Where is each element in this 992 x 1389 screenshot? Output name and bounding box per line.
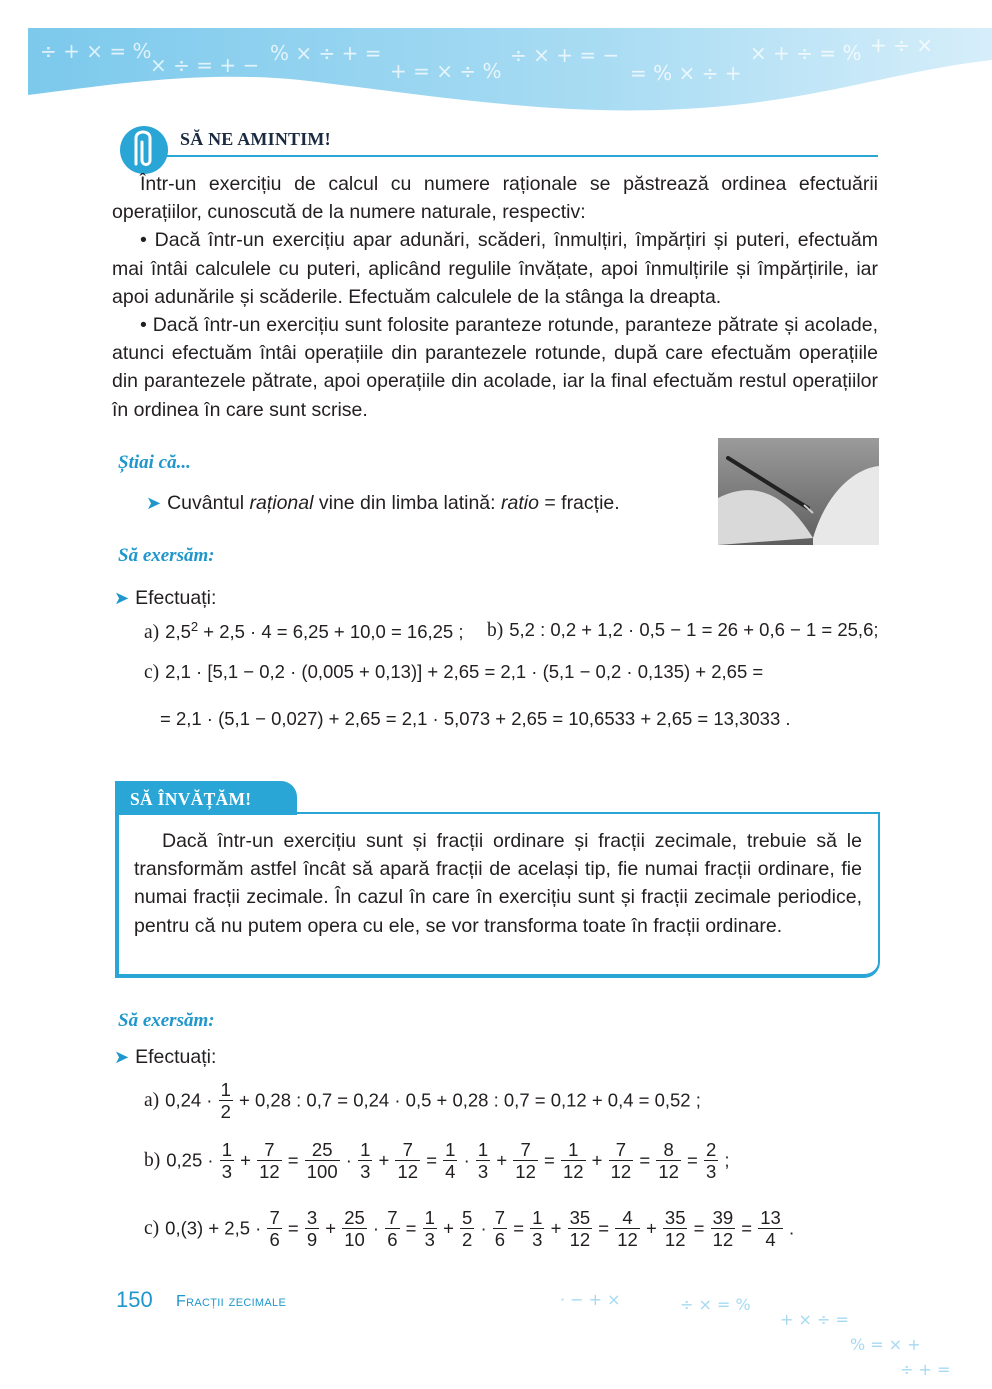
- section-divider: [160, 155, 878, 157]
- amintim-text: [112, 170, 878, 424]
- svg-text:÷ × + = −: ÷ × + = −: [510, 43, 620, 67]
- bottom-decoration: [520, 1270, 992, 1389]
- paragraph: • Dacă într-un exercițiu sunt folosite paranteze rotunde, paranteze pătrate și acolade, atunci efectuăm întâi operațiile din parantezele rotunde, după care efectuăm operațiile din parantezele pătrate, apoi operațiile din acolade, iar la final efectuăm restul operațiilor în ordinea în care sunt scrise.: [112, 314, 878, 421]
- arrow-bullet-icon: ➤: [146, 493, 162, 513]
- section-title-invatam: SĂ ÎNVĂȚĂM!: [130, 789, 252, 809]
- section-title-amintim: SĂ NE AMINTIM!: [180, 129, 331, 149]
- top-decorative-banner: [0, 0, 992, 130]
- fraction: $\frac{1}{2}$: [220, 1079, 231, 1122]
- exercise-c-line2: = 2,1 · (5,1 − 0,027) + 2,65 = 2,1 · 5,073 + 2,65 = 10,6533 + 2,65 = 13,3033 .: [160, 708, 791, 729]
- section-title-exersam: Să exersăm:: [118, 545, 215, 566]
- exercise-a: a) 0,24 · $\frac{1}{2}$ + 0,28 : 0,7 = 0,24 · 0,5 + 0,28 : 0,7 = 0,12 + 0,4 = 0,52 ;: [144, 1079, 701, 1122]
- exercise-b: b) 5,2 : 0,2 + 1,2 · 0,5 − 1 = 26 + 0,6 − 1 = 25,6;: [487, 619, 879, 641]
- exercise-c-line1: c) 2,1 · [5,1 − 0,2 · (0,005 + 0,13)] + 2,65 = 2,1 · (5,1 − 0,2 · 0,135) + 2,65 =: [144, 661, 764, 683]
- svg-text:÷ × = %: ÷ × = %: [680, 1295, 751, 1314]
- svg-text:× + ÷ = %: × + ÷ = %: [750, 41, 862, 65]
- svg-text:= % × ÷ +: = % × ÷ +: [630, 61, 742, 85]
- open-book-image: [718, 438, 879, 545]
- paragraph: Dacă într-un exercițiu sunt și fracții ordinare și fracții zecimale, trebuie să le transformăm astfel încât să apară fracții de același tip, fie numai fracții ordinare, fie numai fracții zecimale. În cazul în care în exercițiu sunt și fracții zecimale periodice, pentru că nu putem opera cu ele, se vor transforma toate în fracții ordinare.: [134, 830, 862, 937]
- section-title-stiai: Știai că...: [118, 452, 191, 473]
- svg-text:+ × ÷ =: + × ÷ =: [780, 1310, 849, 1329]
- stiai-fact: ➤ Cuvântul rațional vine din limba latină: ratio = fracție.: [146, 492, 620, 514]
- arrow-bullet-icon: ➤: [114, 1047, 130, 1067]
- paragraph: • Dacă într-un exercițiu apar adunări, scăderi, înmulțiri, împărțiri și puteri, efectuăm mai întâi calculele cu puteri, aplicând regulile învățate, apoi înmulțirile și împărțirile, iar apoi adunările și scăderile. Efectuăm calculele de la stânga la dreapta.: [112, 229, 878, 308]
- page-number: 150: [116, 1287, 153, 1312]
- chapter-title: Fracții zecimale: [176, 1293, 287, 1310]
- section-title-exersam: Să exersăm:: [118, 1010, 215, 1031]
- arrow-bullet-icon: ➤: [114, 588, 130, 608]
- emphasis-word: rațional: [249, 492, 314, 514]
- exercise-instruction: ➤ Efectuați:: [114, 587, 217, 609]
- svg-text:+ = × ÷ %: + = × ÷ %: [390, 59, 502, 83]
- exercise-instruction: ➤ Efectuați:: [114, 1046, 217, 1068]
- svg-text:% × ÷ + =: % × ÷ + =: [270, 41, 382, 65]
- emphasis-word: ratio: [500, 492, 539, 514]
- exercise-a: a) $2,5^2 + 2,5 \cdot 4 = 6,25 + 10,0 = 16,25$ ;: [144, 619, 464, 644]
- svg-text:÷ + × = %: ÷ + × = %: [40, 39, 152, 63]
- svg-text:% = × +: % = × +: [850, 1335, 921, 1354]
- svg-text:× ÷ = + −: × ÷ = + −: [150, 53, 260, 77]
- exercise-b: b) 0,25 · $\frac{1}{3}$ + $\frac{7}{12}$ = $\frac{25}{100}$ · $\frac{1}{3}$ + $\frac{7}{12}$ = $\frac{1}{4}$ · $\frac{1}{3}$ + $\frac{7}{12}$ = $\frac{1}{12}$ + $\frac{7}{12}$ = $\frac{8}{12}$ = $\frac{2}{3}$ ;: [144, 1139, 730, 1182]
- paragraph: Într-un exercițiu de calcul cu numere raționale se păstrează ordinea efectuării operațiilor, cunoscută de la numere naturale, respectiv:: [112, 173, 878, 224]
- svg-text:+ ÷ ×: + ÷ ×: [870, 33, 933, 57]
- exercise-c: c) 0,(3) + 2,5 · $\frac{7}{6}$ = $\frac{3}{9}$ + $\frac{25}{10}$ · $\frac{7}{6}$ = $\frac{1}{3}$ + $\frac{5}{2}$ · $\frac{7}{6}$ = $\frac{1}{3}$ + $\frac{35}{12}$ = $\frac{4}{12}$ + $\frac{35}{12}$ = $\frac{39}{12}$ = $\frac{13}{4}$ .: [144, 1207, 795, 1250]
- learn-text: [134, 827, 862, 940]
- svg-text:÷ + =: ÷ + =: [900, 1360, 951, 1379]
- svg-text:· − + ×: · − + ×: [560, 1290, 621, 1309]
